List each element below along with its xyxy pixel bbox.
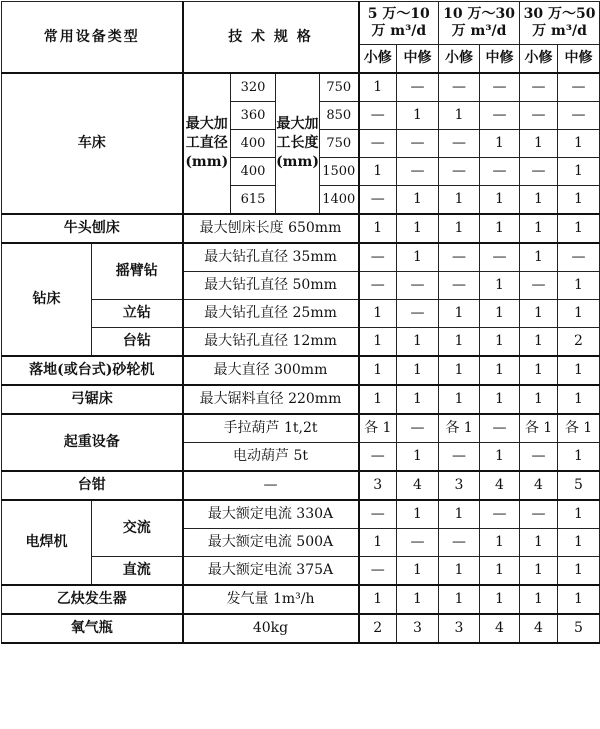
cell: — [439, 443, 480, 472]
cell: 3 [397, 614, 439, 643]
cell: — [359, 443, 397, 472]
cell: 1 [439, 385, 480, 414]
cell: 1 [480, 300, 520, 328]
table-row [2, 471, 600, 500]
cell: — [480, 243, 520, 272]
cell: — [520, 443, 558, 472]
cell: 1 [480, 272, 520, 300]
drill-bench-name: 台钻 [92, 328, 183, 357]
cell: — [359, 500, 397, 529]
cell: 1 [480, 585, 520, 614]
table-row [2, 73, 600, 102]
cell: 各 1 [558, 414, 600, 443]
cell: 1 [359, 385, 397, 414]
lathe-length: 1500 [320, 158, 359, 186]
cell: 1 [480, 557, 520, 586]
cell: 4 [480, 614, 520, 643]
crane-name: 起重设备 [2, 414, 183, 471]
crane-spec: 电动葫芦 5t [183, 443, 359, 472]
cell: 1 [397, 328, 439, 357]
cell: 1 [439, 328, 480, 357]
cell: 1 [397, 243, 439, 272]
header-minor-3: 小修 [520, 45, 558, 74]
planer-spec: 最大刨床长度 650mm [183, 214, 359, 243]
lathe-diameter-label: 最大加工直径(mm) [183, 73, 231, 214]
equipment-table [1, 1, 600, 644]
cell: 4 [520, 471, 558, 500]
welder-spec: 最大额定电流 330A [183, 500, 359, 529]
cell: 1 [480, 356, 520, 385]
header-group-1: 5 万～10 万 m³/d [359, 2, 439, 45]
cell: — [520, 272, 558, 300]
cell: 1 [397, 443, 439, 472]
acetylene-spec: 发气量 1m³/h [183, 585, 359, 614]
cell: — [520, 73, 558, 102]
lathe-diameter: 400 [231, 158, 276, 186]
cell: — [397, 414, 439, 443]
cell: — [359, 272, 397, 300]
cell: 1 [439, 102, 480, 130]
cell: 1 [480, 385, 520, 414]
cell: 1 [558, 385, 600, 414]
drill-spec: 最大钻孔直径 35mm [183, 243, 359, 272]
cell: 各 1 [439, 414, 480, 443]
table-row [2, 585, 600, 614]
cell: 1 [558, 557, 600, 586]
table-row [2, 614, 600, 643]
lathe-diameter: 400 [231, 130, 276, 158]
cell: — [397, 300, 439, 328]
table-row [2, 328, 600, 357]
cell: 1 [558, 272, 600, 300]
cell: 1 [397, 214, 439, 243]
cell: — [520, 158, 558, 186]
cell: 1 [558, 300, 600, 328]
cell: 3 [359, 471, 397, 500]
cell: 1 [480, 443, 520, 472]
cell: 1 [520, 328, 558, 357]
table-row [2, 557, 600, 586]
cell: 1 [558, 529, 600, 557]
cell: 1 [480, 214, 520, 243]
cell: 1 [397, 102, 439, 130]
cell: 4 [520, 614, 558, 643]
table-row [2, 385, 600, 414]
lathe-length: 750 [320, 130, 359, 158]
cell: 2 [359, 614, 397, 643]
cell: 1 [520, 243, 558, 272]
welder-ac-name: 交流 [92, 500, 183, 557]
cell: — [359, 102, 397, 130]
vise-spec: — [183, 471, 359, 500]
header-medium-1: 中修 [397, 45, 439, 74]
cell: 1 [439, 585, 480, 614]
cell: 1 [359, 356, 397, 385]
cell: 1 [558, 130, 600, 158]
header-medium-3: 中修 [558, 45, 600, 74]
cell: — [397, 130, 439, 158]
cell: 1 [520, 356, 558, 385]
header-minor-1: 小修 [359, 45, 397, 74]
table-row [2, 243, 600, 272]
table-row [2, 500, 600, 529]
cell: 各 1 [359, 414, 397, 443]
cell: 1 [359, 73, 397, 102]
cell: 1 [359, 158, 397, 186]
cell: 各 1 [520, 414, 558, 443]
cell: 1 [397, 385, 439, 414]
cell: 1 [439, 500, 480, 529]
cell: 1 [359, 328, 397, 357]
cell: 1 [520, 385, 558, 414]
cell: 1 [359, 300, 397, 328]
drill-spec: 最大钻孔直径 12mm [183, 328, 359, 357]
lathe-diameter: 360 [231, 102, 276, 130]
lathe-length: 1400 [320, 186, 359, 215]
header-equipment-type: 常用设备类型 [2, 2, 183, 74]
cell: 1 [480, 130, 520, 158]
cell: 3 [439, 471, 480, 500]
cell: 1 [397, 186, 439, 215]
cell: — [359, 130, 397, 158]
cell: 1 [558, 356, 600, 385]
cell: — [439, 272, 480, 300]
vise-name: 台钳 [2, 471, 183, 500]
acetylene-name: 乙炔发生器 [2, 585, 183, 614]
cell: — [558, 102, 600, 130]
cell: 1 [558, 443, 600, 472]
oxygen-spec: 40kg [183, 614, 359, 643]
cell: 2 [558, 328, 600, 357]
lathe-name: 车床 [2, 73, 183, 214]
cell: — [397, 73, 439, 102]
cell: 1 [359, 214, 397, 243]
drill-name: 钻床 [2, 243, 92, 356]
oxygen-name: 氧气瓶 [2, 614, 183, 643]
cell: 1 [520, 585, 558, 614]
cell: — [359, 186, 397, 215]
header-minor-2: 小修 [439, 45, 480, 74]
planer-name: 牛头刨床 [2, 214, 183, 243]
table-row [2, 214, 600, 243]
drill-radial-name: 摇臂钻 [92, 243, 183, 300]
cell: 1 [439, 300, 480, 328]
cell: — [439, 73, 480, 102]
lathe-diameter: 615 [231, 186, 276, 215]
drill-spec: 最大钻孔直径 25mm [183, 300, 359, 328]
table-row [2, 356, 600, 385]
lathe-length-label: 最大加工长度(mm) [276, 73, 320, 214]
grinder-name: 落地(或台式)砂轮机 [2, 356, 183, 385]
cell: 1 [520, 130, 558, 158]
cell: 1 [558, 500, 600, 529]
saw-name: 弓锯床 [2, 385, 183, 414]
cell: 1 [480, 328, 520, 357]
crane-spec: 手拉葫芦 1t,2t [183, 414, 359, 443]
lathe-diameter: 320 [231, 73, 276, 102]
grinder-spec: 最大直径 300mm [183, 356, 359, 385]
cell: 1 [520, 300, 558, 328]
cell: 4 [480, 471, 520, 500]
header-group-3: 30 万～50 万 m³/d [520, 2, 600, 45]
cell: 1 [359, 529, 397, 557]
cell: — [480, 73, 520, 102]
drill-spec: 最大钻孔直径 50mm [183, 272, 359, 300]
welder-name: 电焊机 [2, 500, 92, 585]
cell: — [480, 158, 520, 186]
cell: — [397, 529, 439, 557]
cell: 1 [397, 557, 439, 586]
cell: 1 [397, 500, 439, 529]
cell: — [480, 500, 520, 529]
cell: 1 [520, 557, 558, 586]
cell: 1 [439, 214, 480, 243]
cell: 1 [558, 585, 600, 614]
cell: 1 [359, 585, 397, 614]
cell: 1 [558, 186, 600, 215]
saw-spec: 最大锯料直径 220mm [183, 385, 359, 414]
cell: — [439, 158, 480, 186]
drill-vertical-name: 立钻 [92, 300, 183, 328]
cell: 1 [397, 585, 439, 614]
cell: — [439, 529, 480, 557]
welder-spec: 最大额定电流 375A [183, 557, 359, 586]
cell: — [397, 158, 439, 186]
cell: — [480, 414, 520, 443]
header-group-2: 10 万～30 万 m³/d [439, 2, 520, 45]
cell: 1 [520, 186, 558, 215]
cell: 1 [558, 158, 600, 186]
cell: 1 [439, 356, 480, 385]
lathe-length: 850 [320, 102, 359, 130]
cell: — [520, 500, 558, 529]
cell: — [359, 243, 397, 272]
header-spec: 技 术 规 格 [183, 2, 359, 74]
header-medium-2: 中修 [480, 45, 520, 74]
cell: 1 [480, 529, 520, 557]
cell: 1 [397, 356, 439, 385]
cell: — [359, 557, 397, 586]
cell: — [480, 102, 520, 130]
cell: — [520, 102, 558, 130]
lathe-length: 750 [320, 73, 359, 102]
cell: — [439, 130, 480, 158]
cell: — [558, 243, 600, 272]
cell: 1 [558, 214, 600, 243]
table-row [2, 300, 600, 328]
welder-dc-name: 直流 [92, 557, 183, 586]
cell: — [558, 73, 600, 102]
header-row-groups [2, 2, 600, 45]
cell: — [439, 243, 480, 272]
cell: 1 [439, 557, 480, 586]
cell: 1 [480, 186, 520, 215]
cell: 4 [397, 471, 439, 500]
welder-spec: 最大额定电流 500A [183, 529, 359, 557]
cell: 1 [439, 186, 480, 215]
cell: 5 [558, 471, 600, 500]
cell: 1 [520, 529, 558, 557]
cell: 5 [558, 614, 600, 643]
cell: — [397, 272, 439, 300]
cell: 3 [439, 614, 480, 643]
table-row [2, 414, 600, 443]
cell: 1 [520, 214, 558, 243]
